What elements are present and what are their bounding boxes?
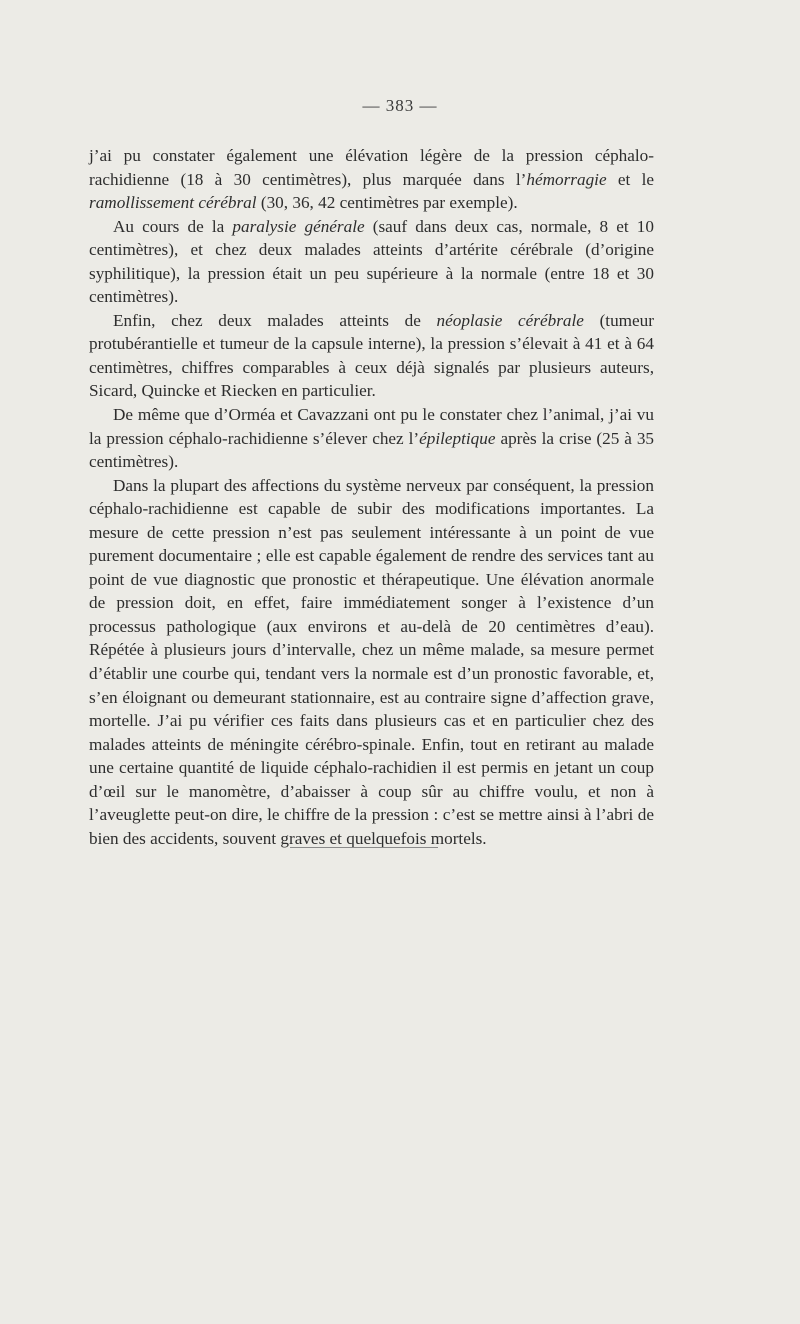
text-run: (tumeur protubérantielle et tumeur de la capsule interne), la pression s’élevait à 41 et à 64 centimètres, chiffres comparables à ceux déjà signalés par plusieurs auteurs, Sicard, Quincke et Riecken en particulier. bbox=[89, 310, 654, 401]
end-rule bbox=[290, 847, 438, 848]
paragraph-paralysie-generale bbox=[89, 215, 654, 309]
body-text bbox=[89, 144, 654, 850]
text-run: (sauf dans deux cas, normale, 8 et 10 centimètres), et chez deux malades atteints d’artérite cérébrale (d’origine syphilitique), la pression était un peu supérieure à la normale (entre 18 et 30 centimètres). bbox=[89, 216, 654, 307]
text-run: j’ai pu constater également une élévation légère de la pression céphalo-rachidienne (18 à 30 centimètres), plus marquée dans l’ bbox=[89, 146, 654, 189]
text-run: Dans la plupart des affections du système nerveux par conséquent, la pression céphalo-rachidienne est capable de subir des modifications importantes. La mesure de cette pression n’est pas seulement intéressante à un point de vue purement documentaire ; elle est capable également de rendre des services tant au point de vue diagnostic que pronostic et thérapeutique. Une élévation anormale de pression doit, en effet, faire immédiatement songer à l’existence d’un processus pathologique (aux environs et au-delà de 20 centimètres d’eau). Répétée à plusieurs jours d’intervalle, chez un même malade, sa mesure permet d’établir une courbe qui, tendant vers la normale est d’un pronostic favorable, et, s’en éloignant ou demeurant stationnaire, est au contraire signe d’affection grave, mortelle. J’ai pu vérifier ces faits dans plusieurs cas et en particulier chez des malades atteints de méningite cérébro-spinale. Enfin, tout en retirant au malade une certaine quantité de liquide céphalo-rachidien il est permis en jetant un coup d’œil sur le manomètre, d’abaisser à coup sûr au chiffre voulu, et non à l’aveuglette peut-on dire, le chiffre de la pression : c’est se mettre ainsi à l’abri de bien des accidents, souvent graves et quelquefois mortels. bbox=[89, 475, 654, 848]
paragraph-neoplasie-cerebrale bbox=[89, 309, 654, 403]
paragraph-conclusion bbox=[89, 474, 654, 851]
text-run: et le bbox=[606, 169, 654, 189]
paragraph-continuation bbox=[89, 144, 654, 215]
italic-term: néoplasie cérébrale bbox=[436, 310, 584, 330]
text-run: Au cours de la bbox=[113, 216, 233, 236]
text-run: De même que d’Orméa et Cavazzani ont pu le constater chez l’animal, j’ai vu la pression céphalo-rachidienne s’élever chez l’ bbox=[89, 405, 654, 448]
text-run: (30, 36, 42 centimètres par exemple). bbox=[256, 193, 518, 213]
italic-term: épileptique bbox=[419, 428, 496, 448]
italic-term: paralysie générale bbox=[232, 216, 365, 236]
italic-term: hémorragie bbox=[526, 169, 607, 189]
text-run: Enfin, chez deux malades atteints de bbox=[113, 310, 437, 330]
italic-term: ramollissement cérébral bbox=[89, 193, 257, 213]
paragraph-epileptique bbox=[89, 403, 654, 474]
text-run: après la crise (25 à 35 centimètres). bbox=[89, 428, 655, 472]
page-number: — 383 — bbox=[362, 96, 438, 115]
